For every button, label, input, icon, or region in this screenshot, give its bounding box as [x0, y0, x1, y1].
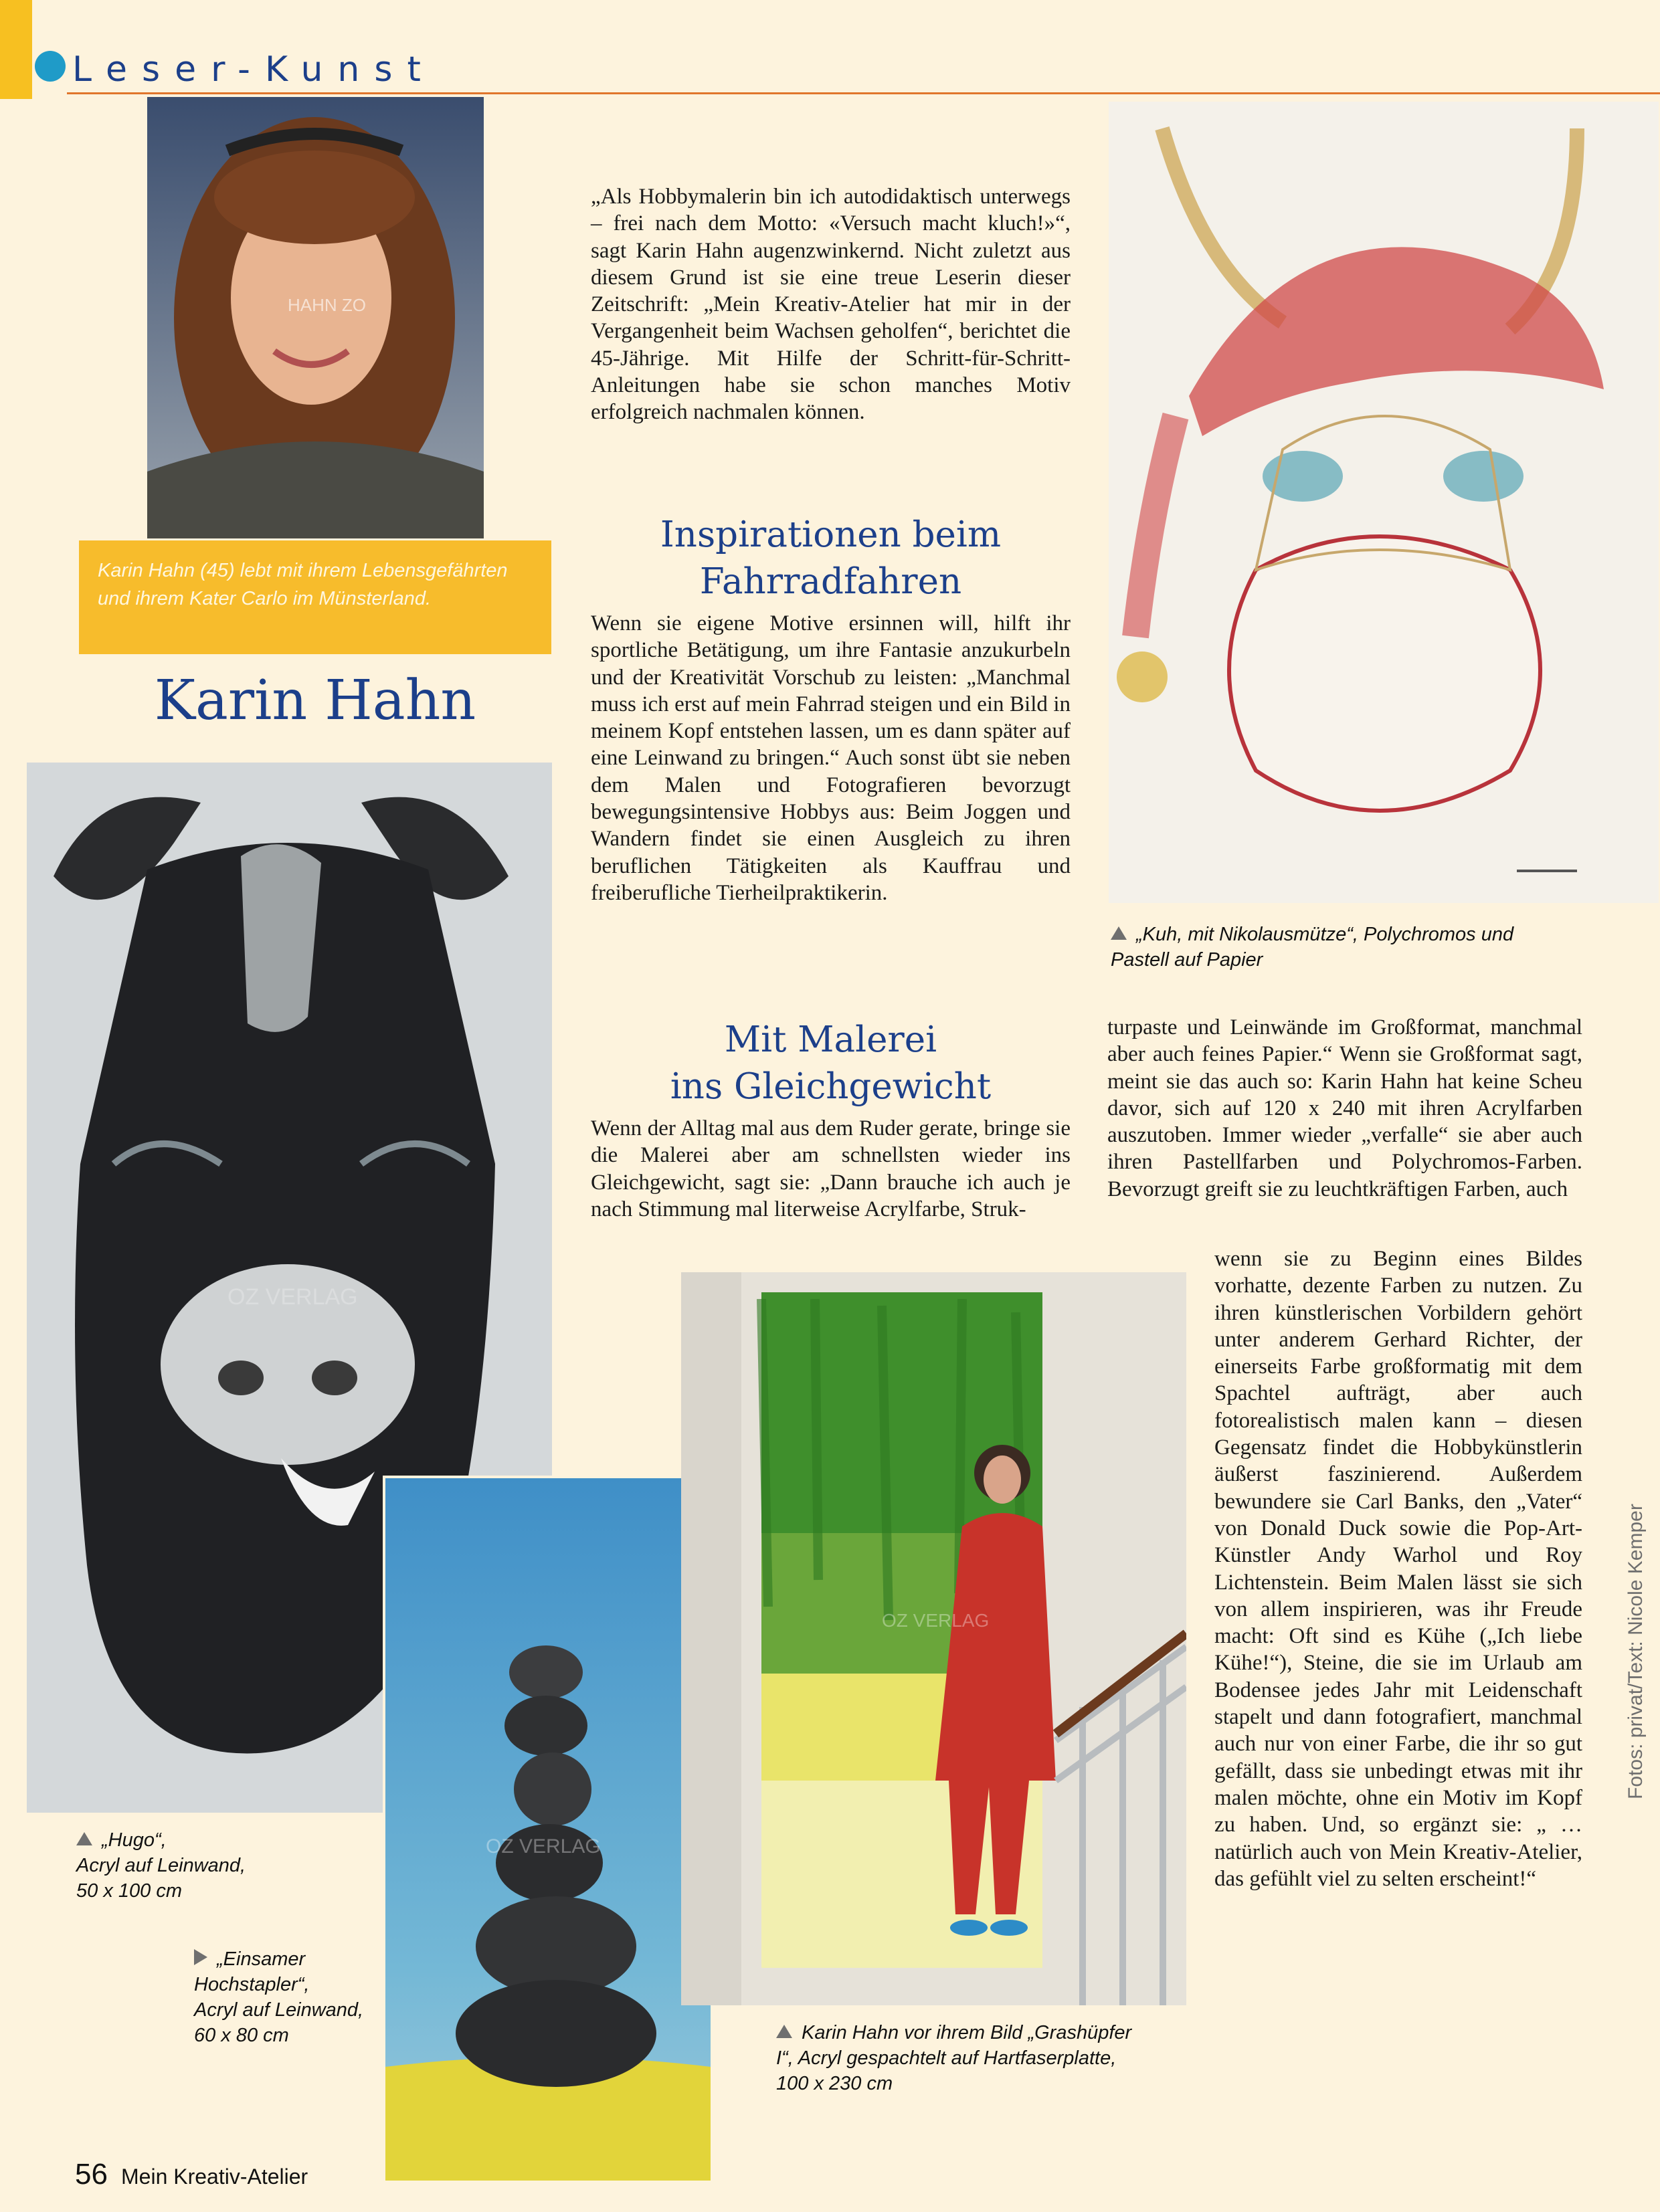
right-column-bottom-text: wenn sie zu Beginn eines Bildes vorhatte, dezente Farben zu nutzen. Zu ihren künstlerischen Vorbildern gehört unter anderem Gerhard Richter, der einerseits Farbe großformatig mit dem Spachtel aufträgt, aber auch fotorealistisch malen kann – diesen Gegensatz findet die Hobbykünstlerin äußerst faszinierend. Außerdem bewundere sie Carl Banks, den „Vater“ von Donald Duck sowie die Pop-Art-Künstler Andy Warhol und Roy Lichtenstein. Beim Malen lässt sie sich von allem inspirieren, was ihr Freude macht: Oft sind es Kühe („Ich liebe Kühe!“), Steine, die sie im Urlaub am Bodensee jedes Jahr mit Leidenschaft stapelt und dann fotografiert, manchmal auch nur von einer Farbe, die ihr so gut gefällt, dass sie unbedingt etwas mit ihr malen möchte, ohne ein Motiv im Kopf zu haben. Und, so ergänzt sie: „ … natürlich auch von Mein Kreativ-Atelier, das gefühlt viel zu selten erscheint!“ — [1214, 1247, 1582, 1891]
caption-hochstapler-title2: Hochstapler“, — [194, 1974, 310, 1995]
caption-hugo-size: 50 x 100 cm — [76, 1880, 182, 1902]
section2-heading-line1: Mit Malerei — [724, 1019, 937, 1060]
portrait-caption-box — [79, 540, 551, 654]
photo-text-credit: Fotos: privat/Text: Nicole Kemper — [1625, 1504, 1647, 1799]
right-column-top-text: turpaste und Leinwände im Großformat, manchmal aber auch feines Papier.“ Wenn sie Großformat sagt, meint sie das auch so: Karin Hahn hat keine Scheu davor, sich auf 120 x 240 mit ihren Acrylfarben auszutoben. Immer wieder „verfalle“ sie aber auch ihren Pastellfarben und Polychromos-Farben. Bevorzugt greift sie zu leuchtkräftigen Farben, auch — [1107, 1015, 1582, 1201]
caption-arrow-right-icon — [194, 1949, 207, 1965]
hugo-watermark: OZ VERLAG — [227, 1284, 358, 1310]
painting-einsamer-hochstapler — [383, 1476, 713, 2183]
caption-hochstapler-size: 60 x 80 cm — [194, 2025, 289, 2046]
section1-body — [591, 610, 1071, 906]
caption-hugo-title: „Hugo“, — [102, 1829, 167, 1851]
caption-grashuepfer-text: Karin Hahn vor ihrem Bild „Grashüpfer I“, Acryl gespachtelt auf Hartfaserplatte, 100 x 230 cm — [776, 2022, 1132, 2094]
photo-grashuepfer — [681, 1272, 1186, 2005]
header-color-bar — [0, 0, 32, 99]
section2-heading — [591, 1017, 1071, 1110]
caption-hochstapler-medium: Acryl auf Leinwand, — [194, 1999, 364, 2021]
portrait-caption: Karin Hahn (45) lebt mit ihrem Lebensgefährten und ihrem Kater Carlo im Münsterland. — [98, 560, 508, 609]
caption-grashuepfer — [776, 2020, 1151, 2096]
section2-body — [591, 1115, 1071, 1223]
intro-paragraph — [591, 183, 1071, 426]
caption-hugo-medium: Acryl auf Leinwand, — [76, 1855, 246, 1876]
caption-kuh-nikolausmuetze-text: „Kuh, mit Nikolausmütze“, Polychromos und Pastell auf Papier — [1111, 924, 1514, 971]
caption-kuh-nikolausmuetze — [1111, 922, 1566, 973]
artist-name-heading: Karin Hahn — [154, 669, 476, 732]
magazine-name: Mein Kreativ-Atelier — [121, 2165, 308, 2189]
portrait-photo — [147, 97, 484, 538]
caption-triangle-icon — [776, 2025, 792, 2038]
section-title: Leser-Kunst — [72, 49, 436, 90]
section2-text: Wenn der Alltag mal aus dem Ruder gerate, bringe sie die Malerei aber am schnellsten wieder ins Gleichgewicht, sagt sie: „Dann brauche ich auch je nach Stimmung mal literweise Acrylfarbe, Struk- — [591, 1116, 1071, 1221]
section1-text: Wenn sie eigene Motive ersinnen will, hilft ihr sportliche Betätigung, um ihre Fantasie anzukurbeln und der Kreativität Vorschub zu leisten: „Manchmal muss ich erst auf mein Fahrrad steigen und ein Bild in meinem Kopf entstehen lassen, um es dann später auf eine Leinwand zu bringen.“ Auch sonst übt sie neben dem Malen und Fotografieren bevorzugt bewegungsintensive Hobbys aus: Beim Joggen und Wandern findet sie einen Ausgleich zu ihren beruflichen Tätigkeiten als Kauffrau und freiberufliche Tierheilpraktikerin. — [591, 611, 1071, 905]
painting-kuh-nikolausmuetze — [1109, 102, 1659, 903]
section2-heading-line2: ins Gleichgewicht — [670, 1066, 992, 1107]
intro-paragraph-text: „Als Hobbymalerin bin ich autodidaktisch unterwegs – frei nach dem Motto: «Versuch macht kluch!»“, sagt Karin Hahn augenzwinkernd. Nicht zuletzt aus diesem Grund ist sie eine treue Leserin dieser Zeitschrift: „Mein Kreativ-Atelier hat mir in der Vergangenheit beim Wachsen geholfen“, berichtet die 45-Jährige. Mit Hilfe der Schritt-für-Schritt-Anleitungen habe sie schon manches Motiv erfolgreich nachmalen können. — [591, 185, 1071, 425]
section1-heading-line1: Inspirationen beim — [660, 514, 1002, 555]
right-column-top — [1107, 1014, 1582, 1203]
caption-hochstapler-title: „Einsamer — [217, 1948, 306, 1970]
caption-triangle-icon — [76, 1832, 92, 1845]
section1-heading-line2: Fahrradfahren — [699, 561, 962, 602]
grashuepfer-watermark: OZ VERLAG — [882, 1610, 990, 1631]
caption-triangle-icon — [1111, 926, 1127, 940]
page-number: 56 — [75, 2158, 108, 2191]
section1-heading — [591, 512, 1071, 605]
right-column-bottom — [1214, 1245, 1582, 1892]
portrait-watermark: HAHN ZO — [288, 295, 366, 315]
caption-einsamer-hochstapler — [194, 1946, 395, 2048]
caption-hugo — [76, 1827, 297, 1904]
header-rule — [67, 92, 1660, 94]
hochstapler-watermark: OZ VERLAG — [486, 1835, 601, 1857]
header-dot-icon — [35, 51, 66, 82]
